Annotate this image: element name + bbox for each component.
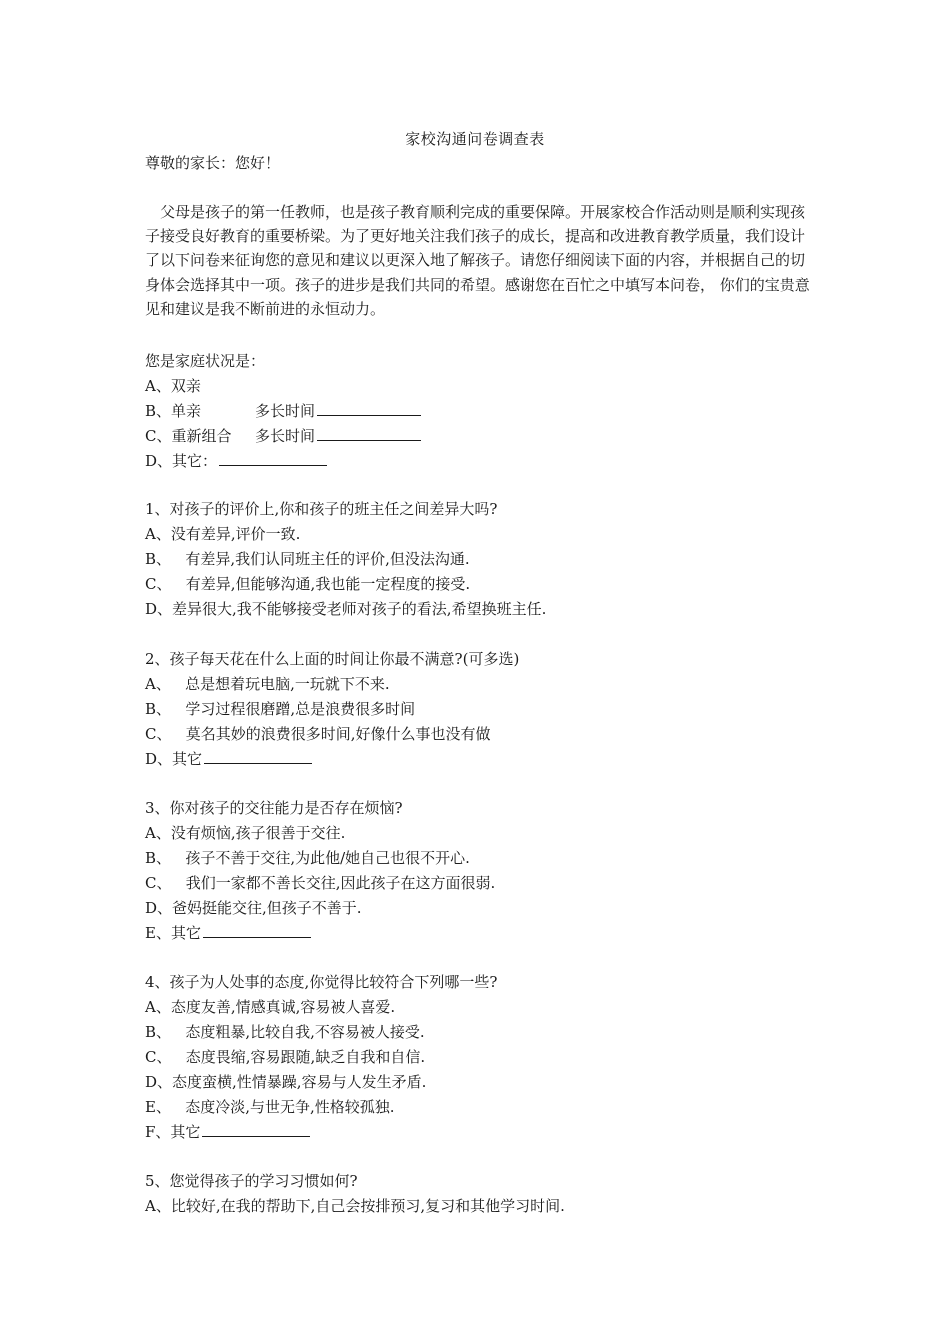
question-1: 1、对孩子的评价上,你和孩子的班主任之间差异大吗?	[145, 500, 498, 518]
fill-blank[interactable]	[204, 748, 312, 764]
question-3-section	[145, 796, 495, 946]
option-4-c: C、 态度畏缩,容易跟随,缺乏自我和自信.	[145, 1048, 426, 1066]
option-1-b: B、 有差异,我们认同班主任的评价,但没法沟通.	[145, 550, 470, 568]
fill-blank[interactable]	[219, 450, 327, 466]
option-3-e	[145, 921, 495, 946]
option-3-c: C、 我们一家都不善长交往,因此孩子在这方面很弱.	[145, 874, 496, 892]
option-2-c: C、 莫名其妙的浪费很多时间,好像什么事也没有做	[145, 725, 491, 743]
option-4-b: B、 态度粗暴,比较自我,不容易被人接受.	[145, 1023, 425, 1041]
option-family-c	[145, 424, 421, 449]
option-1-c: C、 有差异,但能够沟通,我也能一定程度的接受.	[145, 575, 471, 593]
question-5: 5、您觉得孩子的学习习惯如何?	[145, 1172, 358, 1190]
question-1-section	[145, 497, 546, 622]
question-4-section	[145, 970, 497, 1145]
question-2-section	[145, 647, 519, 772]
option-label: F、其它	[145, 1123, 201, 1141]
option-4-a: A、态度友善,情感真诚,容易被人喜爱.	[145, 998, 396, 1016]
option-label: B、单亲	[145, 402, 202, 420]
option-label: D、其它：	[145, 452, 218, 470]
question-3: 3、你对孩子的交往能力是否存在烦恼?	[145, 799, 403, 817]
option-4-e: E、 态度冷淡,与世无争,性格较孤独.	[145, 1098, 395, 1116]
page-title: 家校沟通问卷调查表	[405, 130, 545, 148]
option-3-a: A、没有烦恼,孩子很善于交往.	[145, 824, 346, 842]
option-2-b: B、 学习过程很磨蹭,总是浪费很多时间	[145, 700, 416, 718]
duration-label: 多长时间	[255, 402, 316, 420]
question-4: 4、孩子为人处事的态度,你觉得比较符合下列哪一些?	[145, 973, 498, 991]
option-family-b	[145, 399, 421, 424]
option-label: E、其它	[145, 924, 201, 942]
option-3-d: D、爸妈挺能交往,但孩子不善于.	[145, 899, 362, 917]
duration-label: 多长时间	[255, 427, 316, 445]
question-5-section	[145, 1169, 565, 1219]
option-1-a: A、没有差异,评价一致.	[145, 525, 301, 543]
option-4-d: D、态度蛮横,性情暴躁,容易与人发生矛盾.	[145, 1073, 427, 1091]
question-family: 您是家庭状况是：	[145, 352, 266, 370]
option-2-d	[145, 747, 519, 772]
family-status-section	[145, 349, 421, 474]
greeting: 尊敬的家长：您好！	[145, 154, 281, 172]
fill-blank[interactable]	[317, 425, 421, 441]
fill-blank[interactable]	[317, 400, 421, 416]
option-5-a: A、比较好,在我的帮助下,自己会按排预习,复习和其他学习时间.	[145, 1197, 565, 1215]
option-label: C、重新组合	[145, 427, 232, 445]
option-4-f	[145, 1120, 497, 1145]
option-3-b: B、 孩子不善于交往,为此他/她自己也很不开心.	[145, 849, 470, 867]
option-2-a: A、 总是想着玩电脑,一玩就下不来.	[145, 675, 390, 693]
option-family-d	[145, 449, 421, 474]
option-family-a: A、双亲	[145, 377, 201, 395]
option-1-d: D、差异很大,我不能够接受老师对孩子的看法,希望换班主任.	[145, 600, 547, 618]
option-label: D、其它	[145, 750, 203, 768]
question-2: 2、孩子每天花在什么上面的时间让你最不满意?(可多选)	[145, 650, 520, 668]
fill-blank[interactable]	[203, 922, 311, 938]
intro-paragraph: 父母是孩子的第一任教师，也是孩子教育顺利完成的重要保障。开展家校合作活动则是顺利实现孩子接受良好教育的重要桥梁。为了更好地关注我们孩子的成长，提高和改进教育教学质量，我们设计了以下问卷来征询您的意见和建议以更深入地了解孩子。请您仔细阅读下面的内容，并根据自己的切身体会选择其中一项。孩子的进步是我们共同的希望。感谢您在百忙之中填写本问卷， 你们的宝贵意见和建议是我不断前进的永恒动力。	[145, 203, 810, 318]
fill-blank[interactable]	[202, 1121, 310, 1137]
